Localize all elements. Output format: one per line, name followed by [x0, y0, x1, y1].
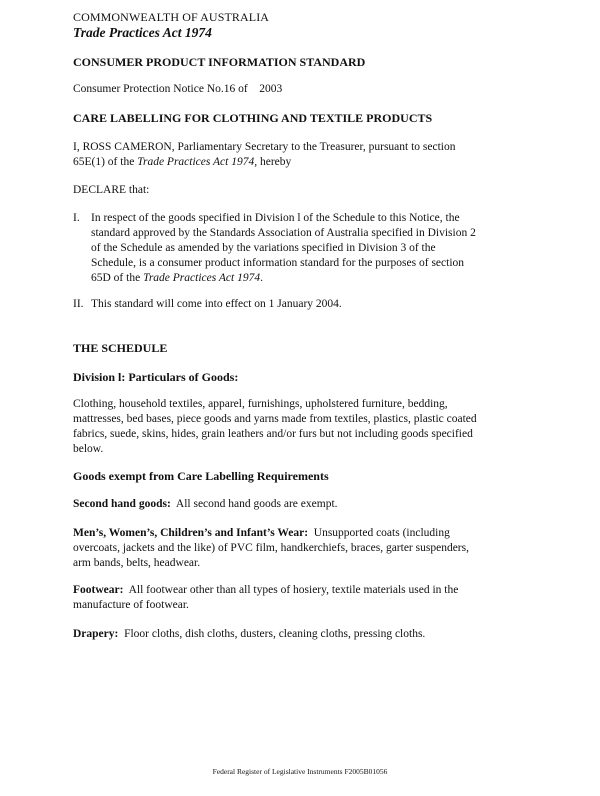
intro-act-name: Trade Practices Act 1974, — [137, 156, 258, 168]
list-item-number: II. — [73, 298, 84, 310]
exemption-text: Floor cloths, dish cloths, dusters, cleaning cloths, pressing cloths. — [118, 628, 426, 640]
division1-title: Division l: Particulars of Goods: — [73, 370, 239, 384]
intro-text-pre: I, ROSS CAMERON, Parliamentary Secretary to the Treasurer, pursuant to section 65E(1) of the — [73, 141, 456, 168]
intro-paragraph — [73, 140, 483, 170]
list-item-act-name: Trade Practices Act 1974 — [143, 272, 261, 284]
standard-title: CONSUMER PRODUCT INFORMATION STANDARD — [73, 55, 366, 69]
jurisdiction-heading: COMMONWEALTH OF AUSTRALIA — [73, 10, 270, 24]
list-item — [73, 297, 483, 313]
exemption-item — [73, 583, 483, 613]
exemption-label: Second hand goods: — [73, 498, 171, 510]
exemption-item — [73, 526, 483, 571]
notice-number: Consumer Protection Notice No.16 of 2003 — [73, 83, 283, 95]
list-item-text-pre: In respect of the goods specified in Division l of the Schedule to this Notice, the standard approved by the Standards Association of Australia specified in Division 2 of the Schedule as amended by the variations specified in Division 3 of the Schedule, is a consumer product information standard for the purposes of section 65D of the — [91, 212, 476, 284]
act-heading: Trade Practices Act 1974 — [73, 25, 212, 40]
exemption-label: Drapery: — [73, 628, 119, 640]
exemption-item — [73, 627, 483, 642]
list-item-number: I. — [73, 212, 80, 224]
exemption-label: Footwear: — [73, 584, 124, 596]
exemption-text: All footwear other than all types of hosiery, textile materials used in the manufacture of footwear. — [73, 584, 462, 611]
intro-text-post: hereby — [257, 156, 292, 168]
exempt-title: Goods exempt from Care Labelling Requirements — [73, 469, 329, 483]
division1-paragraph: Clothing, household textiles, apparel, furnishings, upholstered furniture, bedding, mattresses, bed bases, piece goods and yarns made from textiles, plastics, plastic coated fabrics, suede, skins, hides, grain leathers and/or furs but not including goods specified below. — [73, 398, 477, 455]
list-item-text-post: . — [260, 272, 263, 284]
list-item-text — [91, 211, 483, 286]
declare-line: DECLARE that: — [73, 184, 150, 196]
exemption-text: All second hand goods are exempt. — [170, 498, 338, 510]
schedule-title: THE SCHEDULE — [73, 341, 168, 355]
exemption-label: Men’s, Women’s, Children’s and Infant’s Wear: — [73, 527, 309, 539]
list-item — [73, 211, 483, 286]
exemption-item — [73, 497, 483, 512]
subject-title: CARE LABELLING FOR CLOTHING AND TEXTILE PRODUCTS — [73, 111, 433, 125]
exemption-text: Unsupported coats (including overcoats, jackets and the like) of PVC film, handkerchiefs, braces, garter suspenders, arm bands, belts, headwear. — [73, 527, 472, 569]
page-footer: Federal Register of Legislative Instruments F2005B01056 — [212, 767, 388, 776]
list-item-text: This standard will come into effect on 1 January 2004. — [91, 298, 342, 310]
